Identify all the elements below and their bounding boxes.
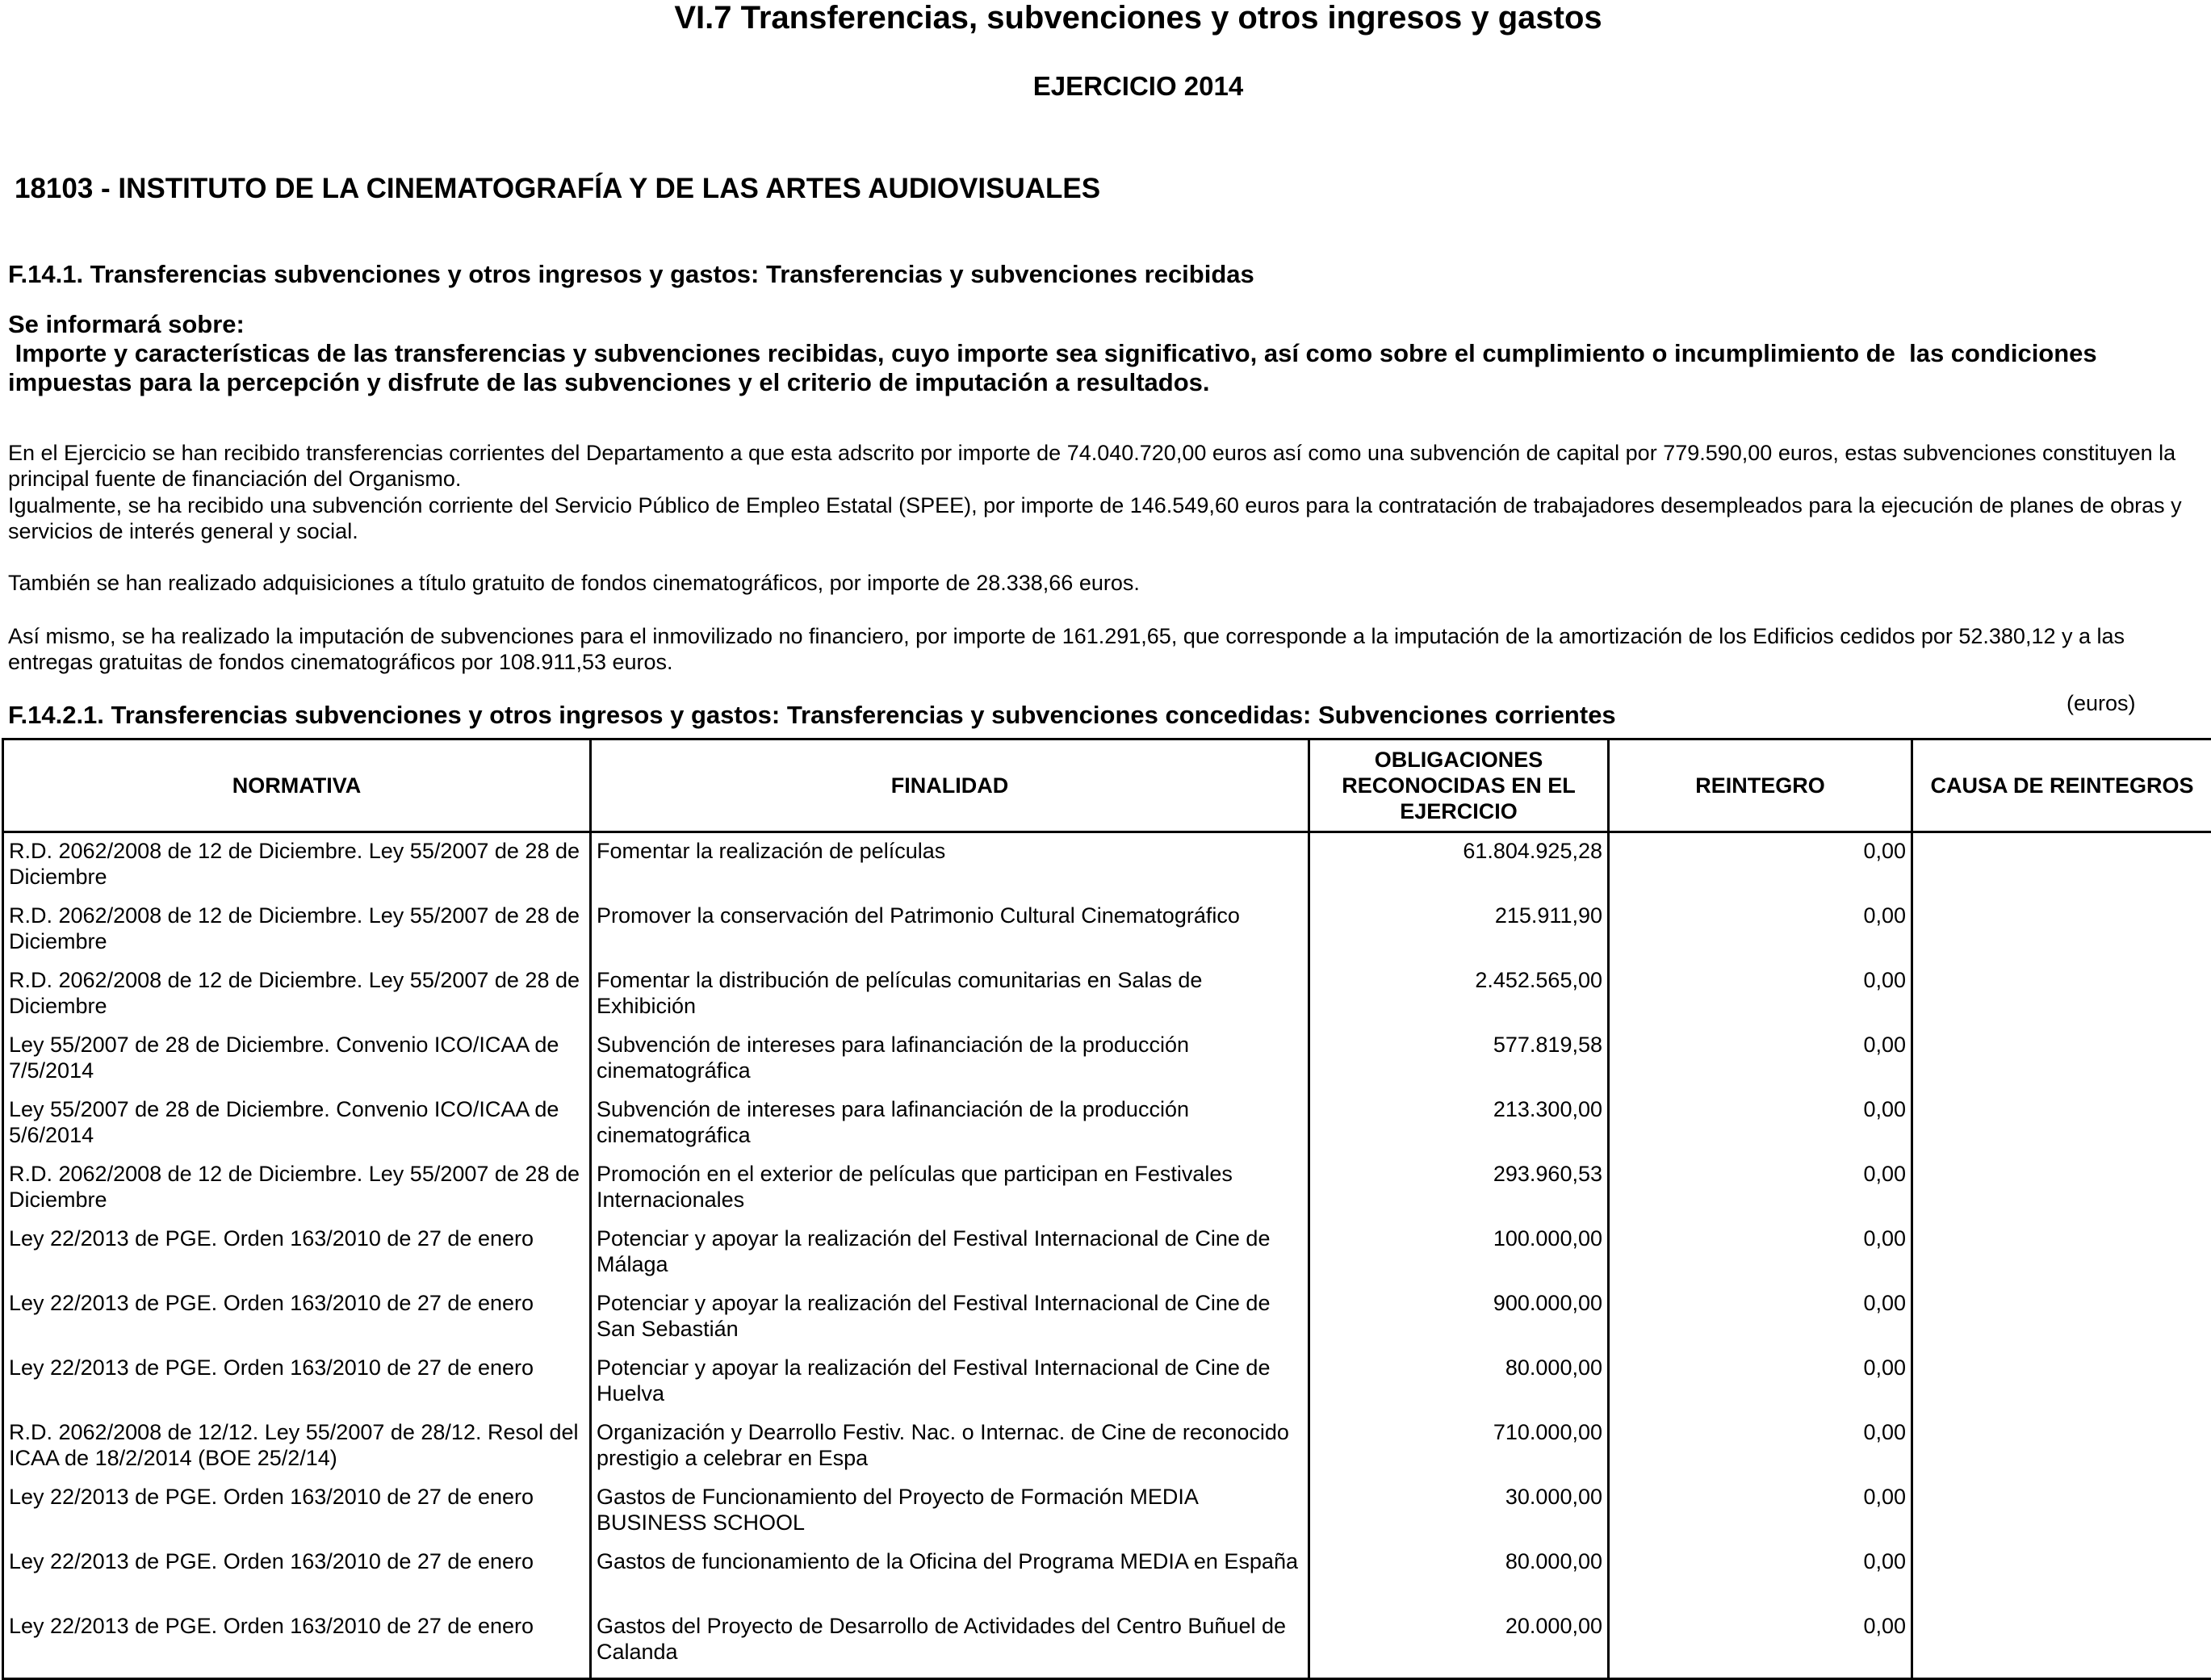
exercise-year: EJERCICIO 2014 <box>1032 71 1244 101</box>
cell-obligaciones: 100.000,00 <box>1309 1221 1609 1285</box>
col-header-reintegro: REINTEGRO <box>1609 739 1912 832</box>
cell-reintegro: 0,00 <box>1609 1285 1912 1350</box>
cell-normativa: R.D. 2062/2008 de 12/12. Ley 55/2007 de 28/12. Resol del ICAA de 18/2/2014 (BOE 25/2/14) <box>3 1414 591 1479</box>
table-row <box>3 1544 2211 1608</box>
table-row <box>3 1221 2211 1285</box>
paragraph-imputation: Así mismo, se ha realizado la imputación de subvenciones para el inmovilizado no financiero, por importe de 161.291,65, que corresponde a la imputación de la amortización de los Edificios cedidos por 52.380,12 y a las entregas gratuitas de fondos cinematográficos por 108.911,53 euros. <box>8 624 2125 674</box>
section-f141-title: F.14.1. Transferencias subvenciones y otros ingresos y gastos: Transferencias y subvenciones recibidas <box>8 260 1254 288</box>
cell-causa <box>1912 1156 2211 1221</box>
cell-finalidad: Fomentar la distribución de películas comunitarias en Salas de Exhibición <box>591 962 1309 1027</box>
cell-reintegro: 0,00 <box>1609 1350 1912 1414</box>
cell-normativa: Ley 22/2013 de PGE. Orden 163/2010 de 27 de enero <box>3 1608 591 1679</box>
cell-reintegro: 0,00 <box>1609 1608 1912 1679</box>
cell-obligaciones: 215.911,90 <box>1309 898 1609 962</box>
cell-normativa: Ley 22/2013 de PGE. Orden 163/2010 de 27 de enero <box>3 1285 591 1350</box>
table-row <box>3 1414 2211 1479</box>
cell-reintegro: 0,00 <box>1609 1221 1912 1285</box>
paragraph-transfers: En el Ejercicio se han recibido transferencias corrientes del Departamento a que esta adscrito por importe de 74.040.720,00 euros así como una subvención de capital por 779.590,00 euros, estas subvenciones constituyen la principal fuente de financiación del Organismo. <box>8 441 2176 491</box>
cell-finalidad: Promoción en el exterior de películas que participan en Festivales Internacionales <box>591 1156 1309 1221</box>
cell-causa <box>1912 962 2211 1027</box>
cell-finalidad: Potenciar y apoyar la realización del Festival Internacional de Cine de Málaga <box>591 1221 1309 1285</box>
cell-reintegro: 0,00 <box>1609 1414 1912 1479</box>
table-row <box>3 1027 2211 1091</box>
cell-causa <box>1912 1544 2211 1608</box>
paragraph-acquisitions: También se han realizado adquisiciones a título gratuito de fondos cinematográficos, por importe de 28.338,66 euros. <box>8 571 1140 595</box>
cell-reintegro: 0,00 <box>1609 962 1912 1027</box>
cell-finalidad: Fomentar la realización de películas <box>591 832 1309 899</box>
subsidies-table <box>2 738 2211 1680</box>
subsidies-table-wrapper <box>2 738 2211 1680</box>
cell-causa <box>1912 1479 2211 1544</box>
cell-causa <box>1912 1414 2211 1479</box>
cell-finalidad: Organización y Dearrollo Festiv. Nac. o Internac. de Cine de reconocido prestigio a celebrar en Espa <box>591 1414 1309 1479</box>
col-header-causa: CAUSA DE REINTEGROS <box>1912 739 2211 832</box>
table-row <box>3 1350 2211 1414</box>
cell-causa <box>1912 1091 2211 1156</box>
cell-reintegro: 0,00 <box>1609 1027 1912 1091</box>
cell-normativa: R.D. 2062/2008 de 12 de Diciembre. Ley 55/2007 de 28 de Diciembre <box>3 1156 591 1221</box>
table-row <box>3 1285 2211 1350</box>
table-row <box>3 1091 2211 1156</box>
cell-finalidad: Gastos del Proyecto de Desarrollo de Actividades del Centro Buñuel de Calanda <box>591 1608 1309 1679</box>
cell-causa <box>1912 1608 2211 1679</box>
cell-obligaciones: 30.000,00 <box>1309 1479 1609 1544</box>
cell-normativa: R.D. 2062/2008 de 12 de Diciembre. Ley 55/2007 de 28 de Diciembre <box>3 962 591 1027</box>
table-row <box>3 962 2211 1027</box>
cell-normativa: Ley 55/2007 de 28 de Diciembre. Convenio ICO/ICAA de 5/6/2014 <box>3 1091 591 1156</box>
table-row <box>3 832 2211 899</box>
page-title: VI.7 Transferencias, subvenciones y otros ingresos y gastos <box>674 0 1602 36</box>
cell-normativa: Ley 22/2013 de PGE. Orden 163/2010 de 27 de enero <box>3 1544 591 1608</box>
cell-finalidad: Potenciar y apoyar la realización del Festival Internacional de Cine de Huelva <box>591 1350 1309 1414</box>
cell-reintegro: 0,00 <box>1609 1544 1912 1608</box>
section-f1421-title: F.14.2.1. Transferencias subvenciones y otros ingresos y gastos: Transferencias y subvenciones concedidas: Subvenciones corrientes <box>8 701 1616 729</box>
paragraph-spee: Igualmente, se ha recibido una subvención corriente del Servicio Público de Empleo Estatal (SPEE), por importe de 146.549,60 euros para la contratación de trabajadores desempleados para la ejecución de planes de obras y servicios de interés general y social. <box>8 493 2182 543</box>
cell-obligaciones: 80.000,00 <box>1309 1544 1609 1608</box>
cell-reintegro: 0,00 <box>1609 832 1912 899</box>
cell-normativa: R.D. 2062/2008 de 12 de Diciembre. Ley 55/2007 de 28 de Diciembre <box>3 898 591 962</box>
table-row <box>3 1156 2211 1221</box>
cell-reintegro: 0,00 <box>1609 898 1912 962</box>
cell-causa <box>1912 832 2211 899</box>
inform-heading: Se informará sobre: <box>8 310 245 338</box>
cell-causa <box>1912 898 2211 962</box>
cell-normativa: Ley 22/2013 de PGE. Orden 163/2010 de 27 de enero <box>3 1479 591 1544</box>
cell-reintegro: 0,00 <box>1609 1091 1912 1156</box>
table-row <box>3 1479 2211 1544</box>
organism-title: 18103 - INSTITUTO DE LA CINEMATOGRAFÍA Y DE LAS ARTES AUDIOVISUALES <box>15 173 1101 204</box>
cell-causa <box>1912 1221 2211 1285</box>
cell-causa <box>1912 1027 2211 1091</box>
cell-obligaciones: 577.819,58 <box>1309 1027 1609 1091</box>
cell-finalidad: Subvención de intereses para lafinanciación de la producción cinematográfica <box>591 1027 1309 1091</box>
col-header-normativa: NORMATIVA <box>3 739 591 832</box>
cell-normativa: R.D. 2062/2008 de 12 de Diciembre. Ley 55/2007 de 28 de Diciembre <box>3 832 591 899</box>
col-header-obligaciones: OBLIGACIONES RECONOCIDAS EN EL EJERCICIO <box>1309 739 1609 832</box>
cell-obligaciones: 61.804.925,28 <box>1309 832 1609 899</box>
table-row <box>3 898 2211 962</box>
cell-obligaciones: 20.000,00 <box>1309 1608 1609 1679</box>
cell-normativa: Ley 55/2007 de 28 de Diciembre. Convenio ICO/ICAA de 7/5/2014 <box>3 1027 591 1091</box>
cell-normativa: Ley 22/2013 de PGE. Orden 163/2010 de 27 de enero <box>3 1221 591 1285</box>
cell-finalidad: Gastos de Funcionamiento del Proyecto de Formación MEDIA BUSINESS SCHOOL <box>591 1479 1309 1544</box>
cell-finalidad: Subvención de intereses para lafinanciación de la producción cinematográfica <box>591 1091 1309 1156</box>
cell-obligaciones: 293.960,53 <box>1309 1156 1609 1221</box>
cell-reintegro: 0,00 <box>1609 1479 1912 1544</box>
inform-text: Importe y características de las transferencias y subvenciones recibidas, cuyo importe sea significativo, así como sobre el cumplimiento o incumplimiento de las condiciones impuestas para la percepción y disfrute de las subvenciones y el criterio de imputación a resultados. <box>8 339 2104 396</box>
cell-causa <box>1912 1350 2211 1414</box>
table-body <box>3 832 2211 1679</box>
cell-obligaciones: 900.000,00 <box>1309 1285 1609 1350</box>
cell-finalidad: Promover la conservación del Patrimonio Cultural Cinematográfico <box>591 898 1309 962</box>
cell-causa <box>1912 1285 2211 1350</box>
table-row <box>3 1608 2211 1679</box>
col-header-finalidad: FINALIDAD <box>591 739 1309 832</box>
cell-finalidad: Gastos de funcionamiento de la Oficina del Programa MEDIA en España <box>591 1544 1309 1608</box>
table-header-row <box>3 739 2211 832</box>
cell-obligaciones: 2.452.565,00 <box>1309 962 1609 1027</box>
cell-obligaciones: 80.000,00 <box>1309 1350 1609 1414</box>
unit-label: (euros) <box>2067 691 2136 715</box>
cell-reintegro: 0,00 <box>1609 1156 1912 1221</box>
cell-obligaciones: 213.300,00 <box>1309 1091 1609 1156</box>
cell-finalidad: Potenciar y apoyar la realización del Festival Internacional de Cine de San Sebastián <box>591 1285 1309 1350</box>
cell-normativa: Ley 22/2013 de PGE. Orden 163/2010 de 27 de enero <box>3 1350 591 1414</box>
cell-obligaciones: 710.000,00 <box>1309 1414 1609 1479</box>
